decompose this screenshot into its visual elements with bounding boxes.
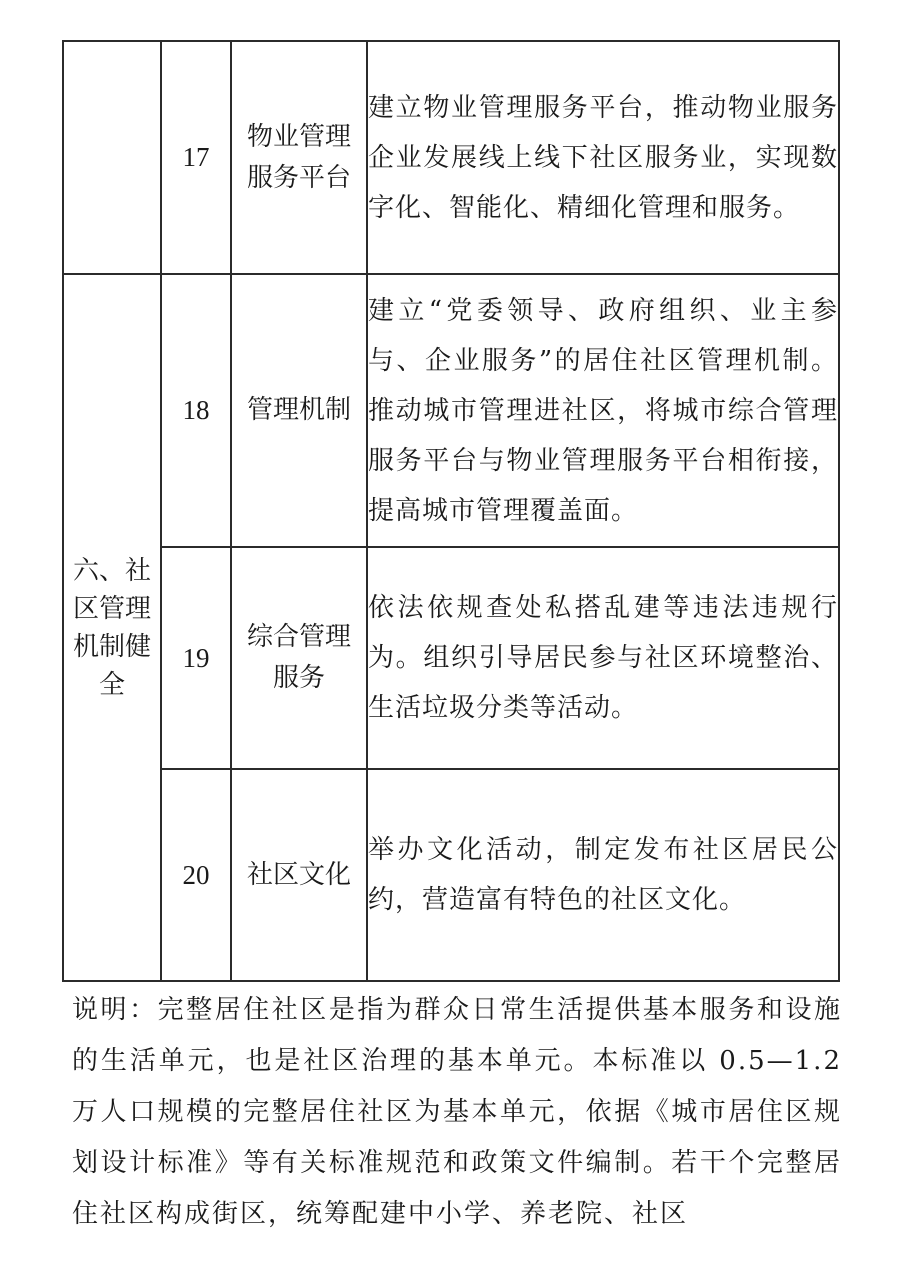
item-description: 举办文化活动，制定发布社区居民公约，营造富有特色的社区文化。	[367, 769, 839, 981]
table-row	[63, 769, 839, 981]
item-name-cell	[231, 769, 367, 981]
explanatory-note: 说明：完整居住社区是指为群众日常生活提供基本服务和设施的生活单元，也是社区治理的基本单元。本标准以 0.5—1.2 万人口规模的完整居住社区为基本单元，依据《城市居住区规划设计标准》等有关标准规范和政策文件编制。若干个完整居住社区构成街区，统筹配建中小学、养老院、社区	[72, 995, 842, 1229]
item-name: 管理机制	[246, 395, 351, 425]
category-label: 六、社区管理机制健全	[72, 555, 151, 700]
category-cell	[63, 274, 161, 981]
item-name: 社区文化	[246, 859, 351, 890]
item-name-cell	[231, 547, 367, 769]
item-number: 19	[161, 547, 231, 769]
item-name: 物业管理服务平台	[246, 121, 351, 193]
item-number: 20	[161, 769, 231, 981]
item-name: 综合管理服务	[246, 622, 351, 693]
item-name-cell	[231, 41, 367, 274]
table-row	[63, 41, 839, 274]
item-name-cell	[231, 274, 367, 547]
item-description: 建立“党委领导、政府组织、业主参与、企业服务”的居住社区管理机制。推动城市管理进社区，将城市综合管理服务平台与物业管理服务平台相衔接，提高城市管理覆盖面。	[367, 274, 839, 547]
table-row	[63, 547, 839, 769]
item-description: 建立物业管理服务平台，推动物业服务企业发展线上线下社区服务业，实现数字化、智能化、精细化管理和服务。	[367, 41, 839, 274]
table-row	[63, 274, 839, 547]
item-number: 18	[161, 274, 231, 547]
category-cell-empty	[63, 41, 161, 274]
standard-table	[62, 40, 840, 982]
item-number: 17	[161, 41, 231, 274]
item-description: 依法依规查处私搭乱建等违法违规行为。组织引导居民参与社区环境整治、生活垃圾分类等活动。	[367, 547, 839, 769]
